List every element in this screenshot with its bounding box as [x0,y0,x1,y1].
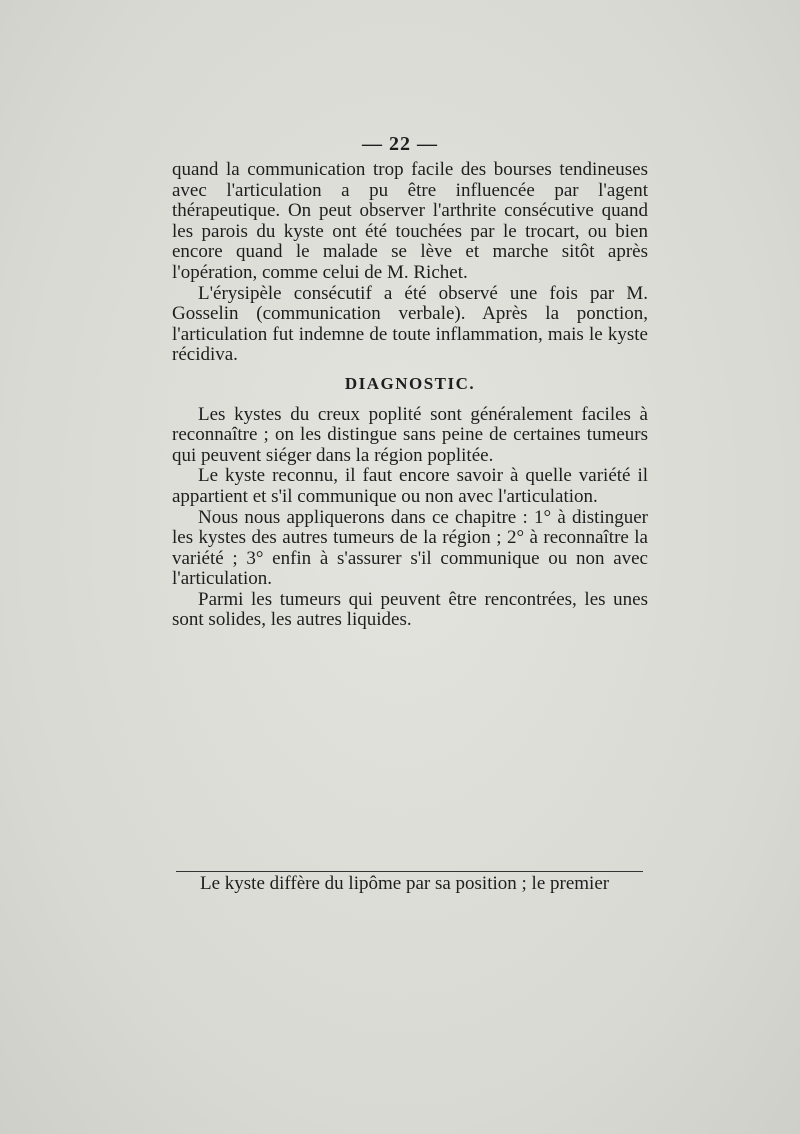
footnote-rule [176,871,643,872]
footnote-line: Le kyste diffère du lipôme par sa position ; le premier [200,873,610,894]
page-number: — 22 — [362,133,438,155]
body-text [172,160,648,631]
section-heading-diagnostic: DIAGNOSTIC. [344,373,476,393]
paragraph-continuation: quand la communication trop facile des bourses tendineuses avec l'articulation a pu être influencée par l'agent thérapeutique. On peut observer l'arthrite consécutive quand les parois du kyste ont été touchées par le trocart, ou bien encore quand le malade se lève et marche sitôt après l'opération, comme celui de M. Richet. [172,159,648,283]
paragraph-tumeurs: Parmi les tumeurs qui peuvent être rencontrées, les unes sont solides, les autres liquides. [172,588,648,631]
paragraph-variete: Le kyste reconnu, il faut encore savoir à quelle variété il appartient et s'il communique ou non avec l'articulation. [172,465,648,507]
paragraph-kystes: Les kystes du creux poplité sont généralement faciles à reconnaître ; on les distingue sans peine de certaines tumeurs qui peuvent siéger dans la région poplitée. [172,403,648,466]
paragraph-erysipele: L'érysipèle consécutif a été observé une fois par M. Gosselin (communication verbale). Après la ponction, l'articulation fut indemne de toute inflammation, mais le kyste récidiva. [172,282,648,366]
paragraph-chapitre: Nous nous appliquerons dans ce chapitre : 1° à distinguer les kystes des autres tumeurs de la région ; 2° à reconnaître la variété ; 3° enfin à s'assurer s'il communique ou non avec l'articulation. [172,506,648,590]
